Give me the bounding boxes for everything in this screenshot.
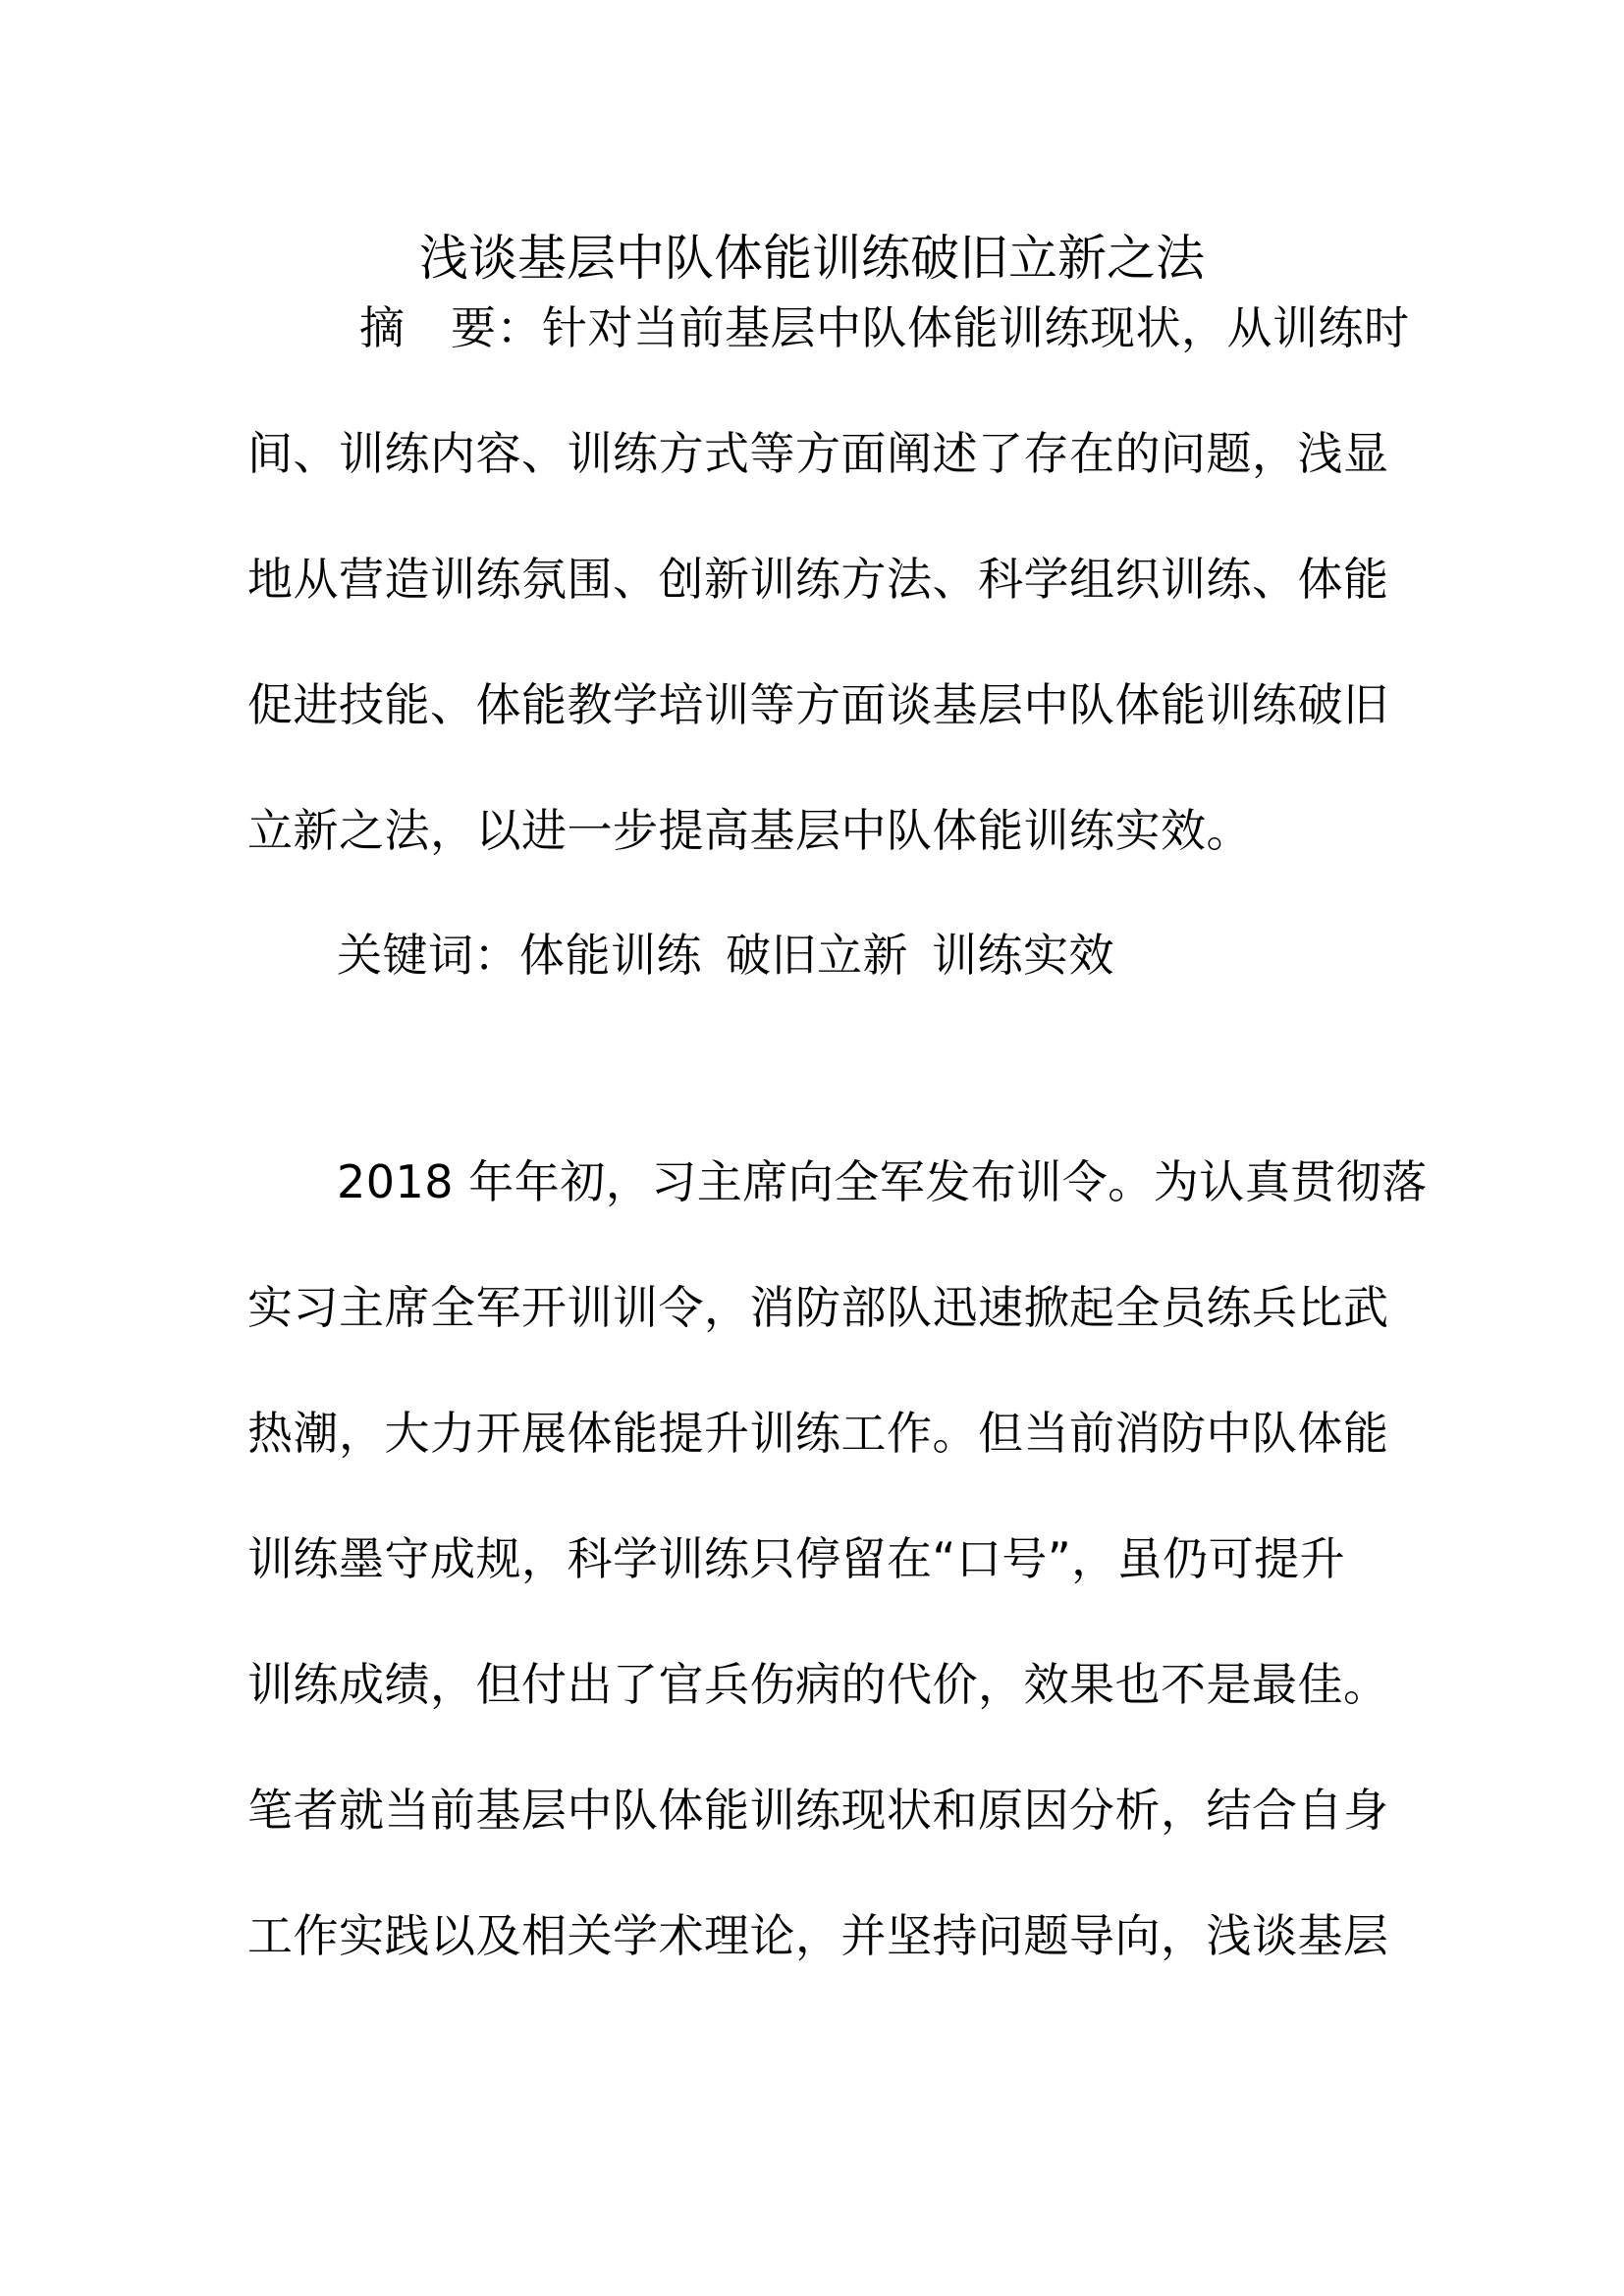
- body-line: 热潮，大力开展体能提升训练工作。但当前消防中队体能: [247, 1407, 1389, 1460]
- abstract-first-line: [359, 296, 1410, 359]
- document-title: 浅谈基层中队体能训练破旧立新之法: [419, 230, 1205, 287]
- abstract-line: 促进技能、体能教学培训等方面谈基层中队体能训练破旧: [247, 678, 1389, 731]
- body-line: 训练墨守成规，科学训练只停留在“口号”，虽仍可提升: [247, 1532, 1346, 1585]
- keyword-term: 体能训练: [519, 929, 702, 982]
- keywords-label: 关键词：: [337, 929, 519, 982]
- abstract-line: 间、训练内容、训练方式等方面阐述了存在的问题，浅显: [247, 427, 1389, 480]
- body-line: 训练成绩，但付出了官兵伤病的代价，效果也不是最佳。: [247, 1658, 1389, 1711]
- abstract-line: 针对当前基层中队体能训练现状，从训练时: [542, 301, 1410, 354]
- body-line: 笔者就当前基层中队体能训练现状和原因分析，结合自身: [247, 1784, 1389, 1837]
- abstract-line: 地从营造训练氛围、创新训练方法、科学组织训练、体能: [247, 553, 1389, 606]
- keyword-term: 破旧立新: [726, 929, 908, 982]
- body-line: 工作实践以及相关学术理论，并坚持问题导向，浅谈基层: [247, 1909, 1389, 1962]
- keyword-term: 训练实效: [932, 929, 1114, 982]
- abstract-label: 摘 要：: [359, 301, 542, 354]
- body-line: 2018 年年初，习主席向全军发布训令。为认真贯彻落: [337, 1155, 1428, 1208]
- abstract-line: 立新之法，以进一步提高基层中队体能训练实效。: [247, 804, 1252, 857]
- body-line: 实习主席全军开训训令，消防部队迅速掀起全员练兵比武: [247, 1281, 1389, 1334]
- keywords-line: [337, 924, 1138, 987]
